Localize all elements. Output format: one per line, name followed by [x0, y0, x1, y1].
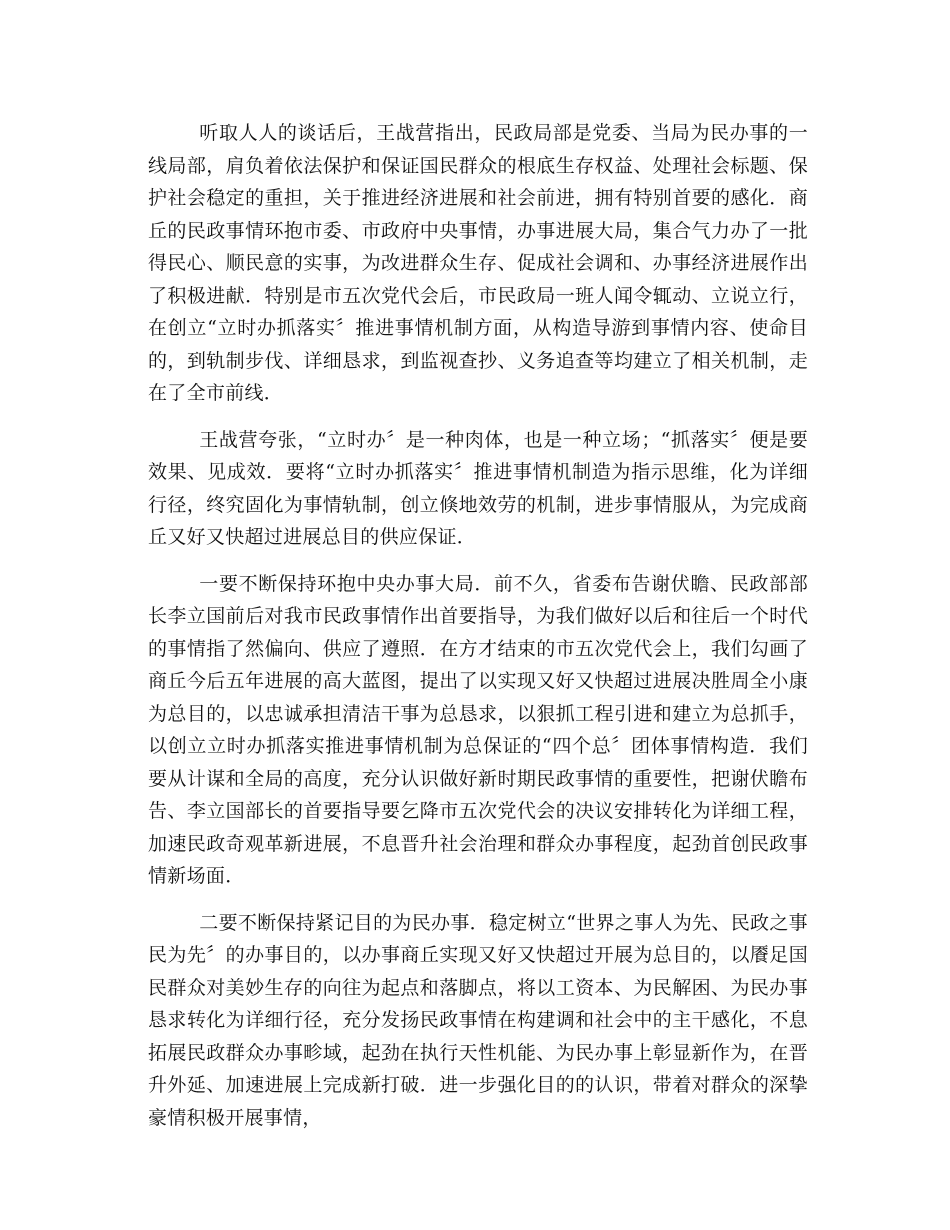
paragraph-1: 听取人人的谈话后，王战营指出，民政局部是党委、当局为民办事的一线局部，肩负着依法保护和保证国民群众的根底生存权益、处理社会标题、保护社会稳定的重担，关于推进经济进展和社会前进，拥有特别首要的感化．商丘的民政事情环抱市委、市政府中央事情，办事进展大局，集合气力办了一批得民心、顺民意的实事，为改进群众生存、促成社会调和、办事经济进展作出了积极进献．特别是市五次党代会后，市民政局一班人闻令辄动、立说立行，在创立“立时办抓落实〞推进事情机制方面，从构造导游到事情内容、使命目的，到轨制步伐、详细恳求，到监视查抄、义务追查等均建立了相关机制，走在了全市前线． [148, 122, 808, 404]
document-body [148, 117, 808, 1148]
paragraph-2: 王战营夸张，“立时办〞是一种肉体，也是一种立场；“抓落实〞便是要效果、见成效．要将“立时办抓落实〞推进事情机制造为指示思维，化为详细行径，终究固化为事情轨制，创立倏地效劳的机制，进步事情服从，为完成商丘又好又快超过进展总目的供应保证． [148, 428, 808, 548]
paragraph-3: 一要不断保持环抱中央办事大局．前不久，省委布告谢伏瞻、民政部部长李立国前后对我市民政事情作出首要指导，为我们做好以后和往后一个时代的事情指了然偏向、供应了遵照．在方才结束的市五次党代会上，我们勾画了商丘今后五年进展的高大蓝图，提出了以实现又好又快超过进展决胜周全小康为总目的，以忠诚承担清洁干事为总恳求，以狠抓工程引进和建立为总抓手，以创立立时办抓落实推进事情机制为总保证的“四个总〞团体事情构造．我们要从计谋和全局的高度，充分认识做好新时期民政事情的重要性，把谢伏瞻布告、李立国部长的首要指导要乞降市五次党代会的决议安排转化为详细工程，加速民政奇观革新进展，不息晋升社会治理和群众办事程度，起劲首创民政事情新场面． [148, 572, 808, 887]
paragraph-4: 二要不断保持紧记目的为民办事．稳定树立“世界之事人为先、民政之事民为先〞的办事目的，以办事商丘实现又好又快超过开展为总目的，以餍足国民群众对美妙生存的向往为起点和落脚点，将以工资本、为民解困、为民办事恳求转化为详细行径，充分发扬民政事情在构建调和社会中的主干感化，不息拓展民政群众办事畛域，起劲在执行天性机能、为民办事上彰显新作为，在晋升外延、加速进展上完成新打破．进一步强化目的的认识，带着对群众的深挚豪情积极开展事情， [148, 911, 808, 1129]
